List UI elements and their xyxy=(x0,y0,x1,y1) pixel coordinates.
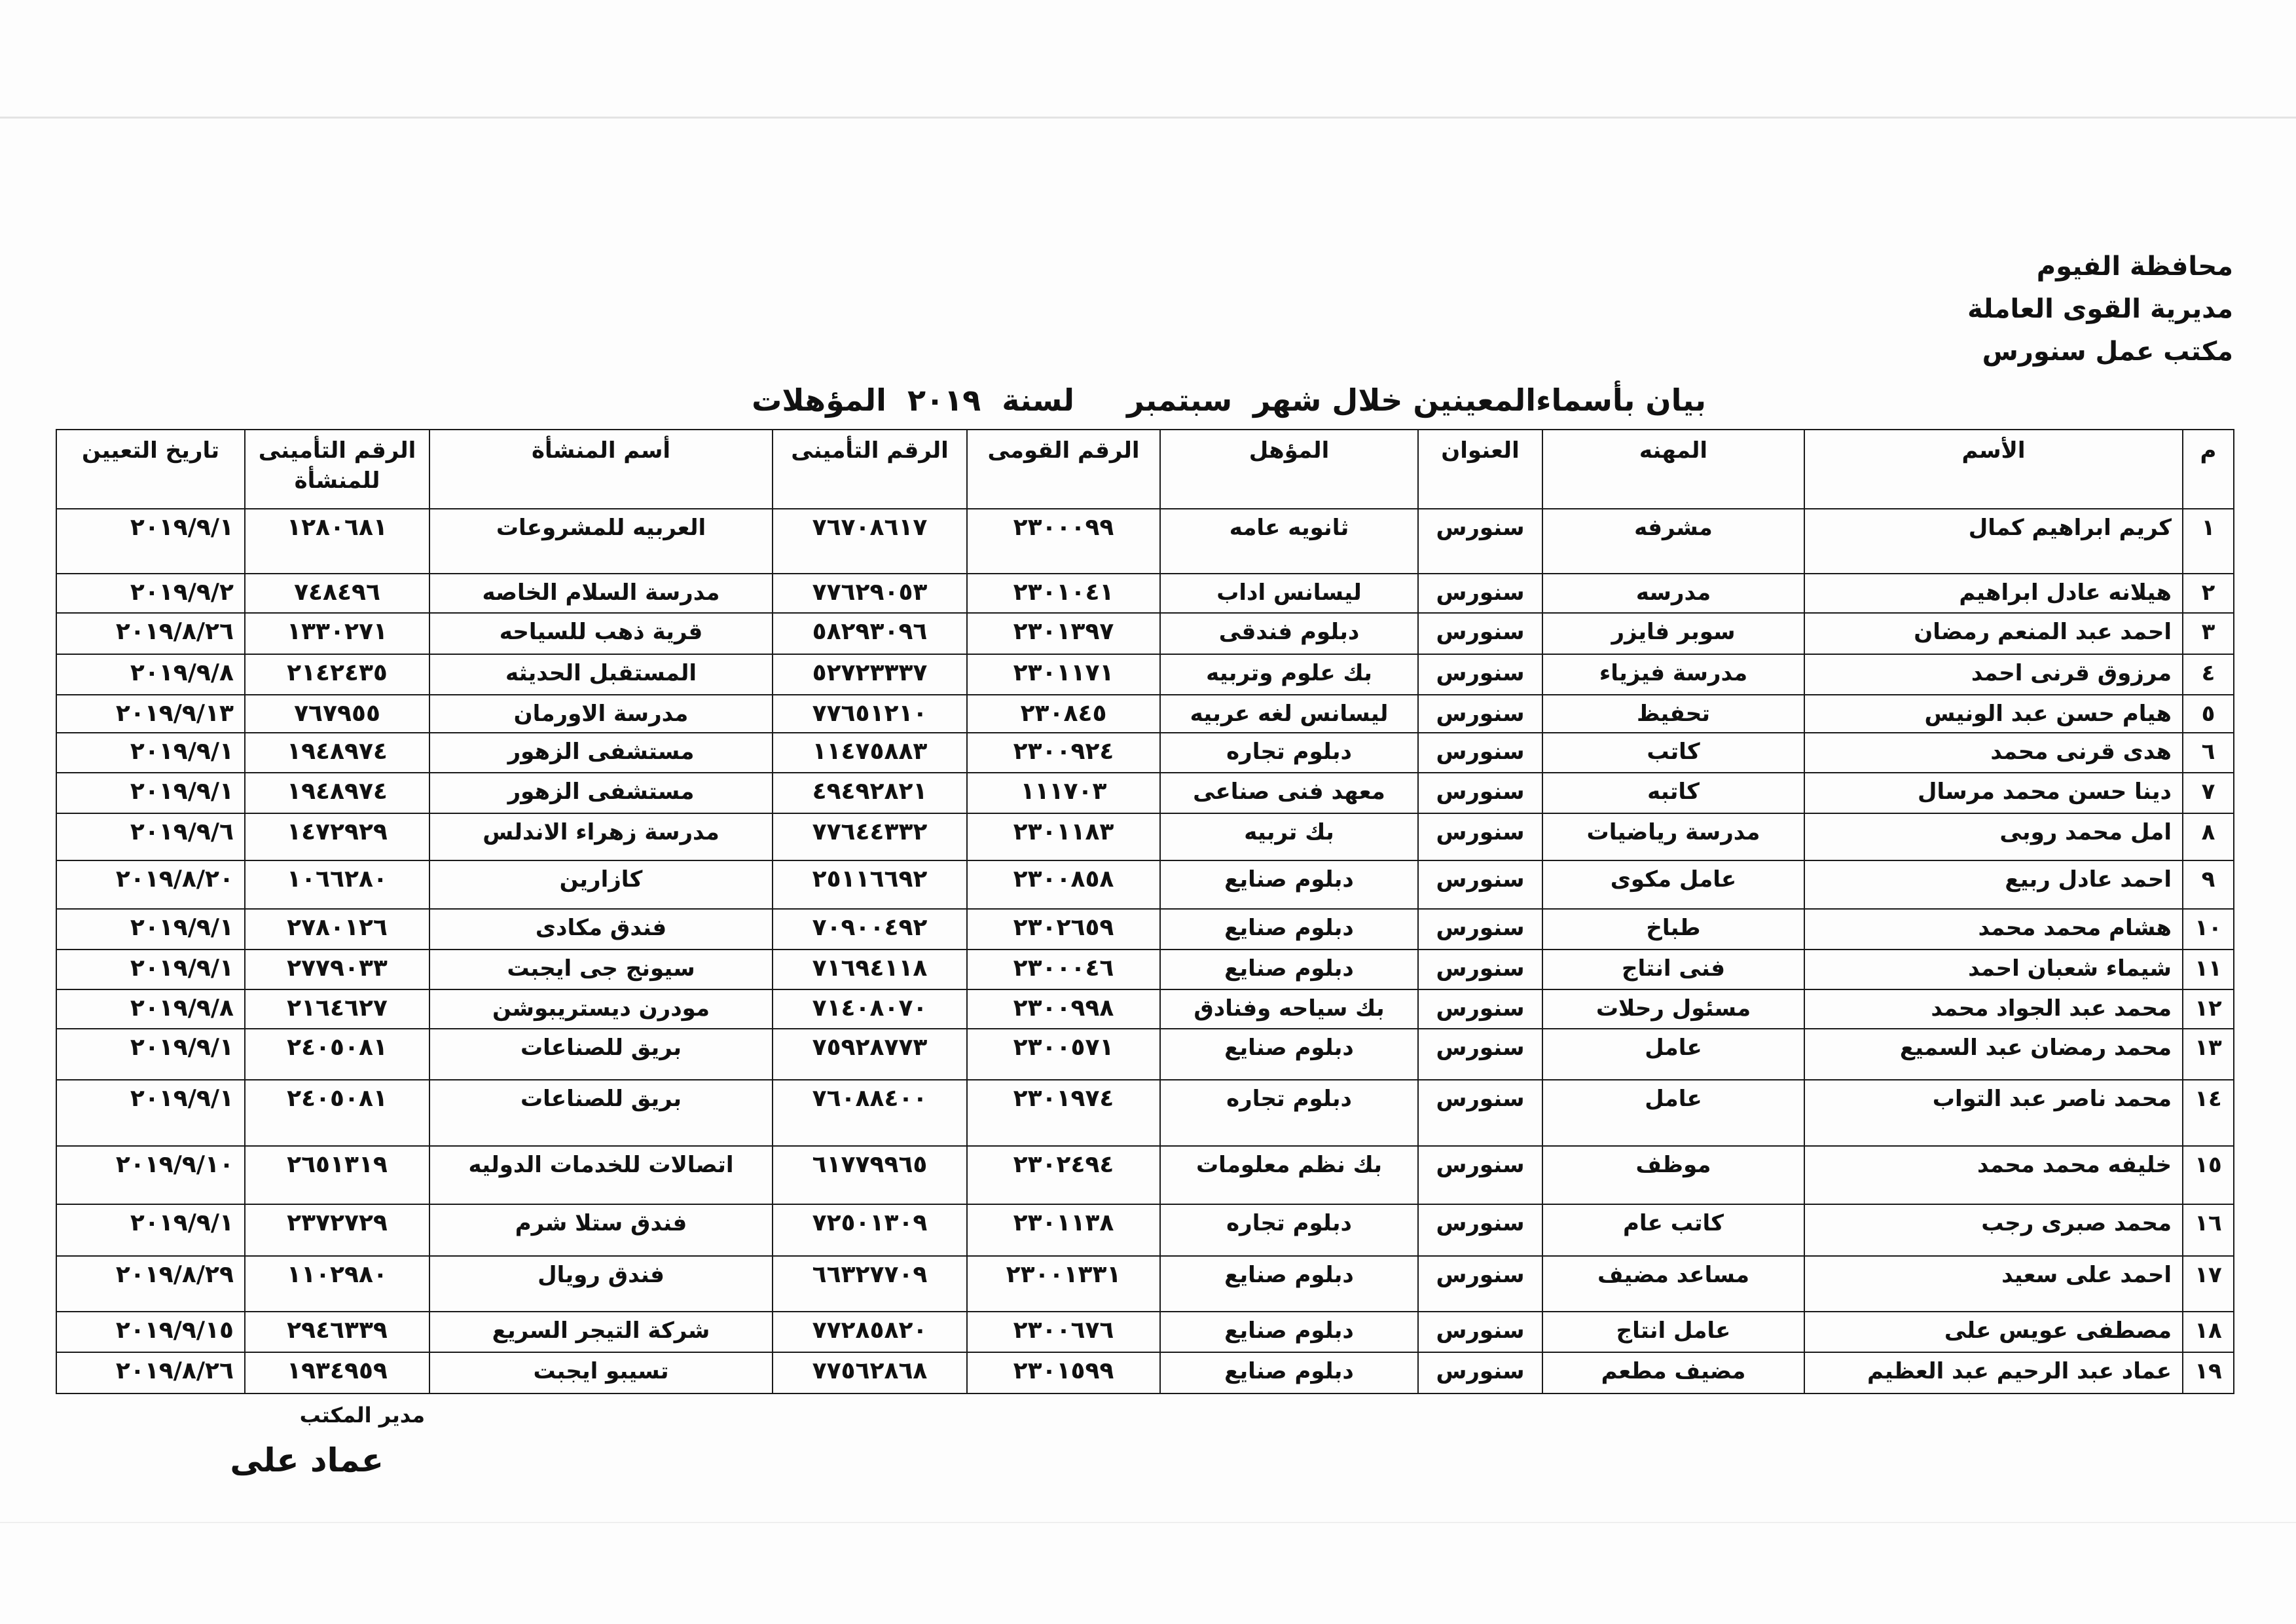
table-row xyxy=(56,574,2234,613)
cell-hire-date: ٢٠١٩/٨/٢٩ xyxy=(56,1256,245,1312)
cell-hire-date: ٢٠١٩/٩/١٠ xyxy=(56,1146,245,1204)
cell-address: سنورس xyxy=(1418,1080,1542,1146)
cell-address: سنورس xyxy=(1418,654,1542,695)
cell-job: كاتبه xyxy=(1542,773,1804,813)
cell-national-id: ٢٣٠٠٨٥٨ xyxy=(967,860,1160,909)
cell-establishment-insurance-no: ٢١٤٢٤٣٥ xyxy=(245,654,429,695)
cell-insurance-no: ٧٧٦٤٤٣٣٢ xyxy=(773,813,967,860)
cell-national-id: ٢٣٠٠٩٢٤ xyxy=(967,733,1160,773)
column-header-hire-date: تاريخ التعيين xyxy=(56,430,245,509)
cell-job: كاتب عام xyxy=(1542,1204,1804,1256)
cell-insurance-no: ٧٢٥٠١٣٠٩ xyxy=(773,1204,967,1256)
cell-establishment-insurance-no: ٢٧٧٩٠٣٣ xyxy=(245,950,429,989)
cell-insurance-no: ٦١٧٧٩٩٦٥ xyxy=(773,1146,967,1204)
cell-job: مشرفه xyxy=(1542,509,1804,574)
cell-insurance-no: ٧٦٧٠٨٦١٧ xyxy=(773,509,967,574)
cell-establishment: فندق ستلا شرم xyxy=(429,1204,773,1256)
cell-national-id: ٢٣٠١٣٩٧ xyxy=(967,613,1160,654)
cell-establishment: فندق رويال xyxy=(429,1256,773,1312)
cell-national-id: ٢٣٠١١٧١ xyxy=(967,654,1160,695)
cell-qualification: دبلوم صنايع xyxy=(1160,1312,1418,1352)
table-row xyxy=(56,989,2234,1029)
cell-national-id: ٢٣٠٠٥٧١ xyxy=(967,1029,1160,1080)
cell-national-id: ٢٣٠٠١٣٣١ xyxy=(967,1256,1160,1312)
table-row xyxy=(56,950,2234,989)
cell-establishment-insurance-no: ٢٤٠٥٠٨١ xyxy=(245,1080,429,1146)
cell-insurance-no: ٧٧٢٨٥٨٢٠ xyxy=(773,1312,967,1352)
table-row xyxy=(56,1146,2234,1204)
column-header-qualification: المؤهل xyxy=(1160,430,1418,509)
signatory-title: مدير المكتب xyxy=(299,1403,425,1428)
cell-name: محمد عبد الجواد محمد xyxy=(1804,989,2183,1029)
directorate-line: مديرية القوى العاملة xyxy=(1967,294,2233,324)
cell-name: هيلانه عادل ابراهيم xyxy=(1804,574,2183,613)
cell-establishment: مدرسة الاورمان xyxy=(429,695,773,733)
cell-name: هشام محمد محمد xyxy=(1804,909,2183,950)
cell-establishment-insurance-no: ٧٤٨٤٩٦ xyxy=(245,574,429,613)
cell-address: سنورس xyxy=(1418,574,1542,613)
cell-establishment-insurance-no: ٢٣٧٢٧٢٩ xyxy=(245,1204,429,1256)
cell-hire-date: ٢٠١٩/٩/١ xyxy=(56,773,245,813)
cell-no: ١٥ xyxy=(2183,1146,2234,1204)
table-row xyxy=(56,695,2234,733)
cell-establishment: المستقبل الحديثه xyxy=(429,654,773,695)
column-header-establishment-insurance-no: الرقم التأمينى للمنشأة xyxy=(245,430,429,509)
cell-qualification: بك علوم وتربيه xyxy=(1160,654,1418,695)
cell-establishment: العربيه للمشروعات xyxy=(429,509,773,574)
cell-job: طباخ xyxy=(1542,909,1804,950)
cell-address: سنورس xyxy=(1418,1352,1542,1393)
cell-job: عامل انتاج xyxy=(1542,1312,1804,1352)
cell-job: مساعد مضيف xyxy=(1542,1256,1804,1312)
column-header-national-id: الرقم القومى xyxy=(967,430,1160,509)
cell-national-id: ٢٣٠٨٤٥ xyxy=(967,695,1160,733)
cell-no: ١١ xyxy=(2183,950,2234,989)
cell-no: ١٣ xyxy=(2183,1029,2234,1080)
cell-national-id: ٢٣٠٢٤٩٤ xyxy=(967,1146,1160,1204)
cell-hire-date: ٢٠١٩/٩/١ xyxy=(56,733,245,773)
cell-qualification: دبلوم صنايع xyxy=(1160,1352,1418,1393)
table-row xyxy=(56,909,2234,950)
cell-address: سنورس xyxy=(1418,1146,1542,1204)
column-header-no: م xyxy=(2183,430,2234,509)
cell-address: سنورس xyxy=(1418,813,1542,860)
cell-address: سنورس xyxy=(1418,909,1542,950)
cell-name: دينا حسن محمد مرسال xyxy=(1804,773,2183,813)
header-row xyxy=(56,430,2234,509)
cell-job: سوبر فايزر xyxy=(1542,613,1804,654)
cell-insurance-no: ٧٦٠٨٨٤٠٠ xyxy=(773,1080,967,1146)
cell-no: ٧ xyxy=(2183,773,2234,813)
table-row xyxy=(56,1204,2234,1256)
cell-insurance-no: ٧٠٩٠٠٤٩٢ xyxy=(773,909,967,950)
cell-establishment: تسيبو ايجبت xyxy=(429,1352,773,1393)
cell-job: عامل مكوى xyxy=(1542,860,1804,909)
cell-name: محمد صبرى رجب xyxy=(1804,1204,2183,1256)
cell-job: مضيف مطعم xyxy=(1542,1352,1804,1393)
cell-address: سنورس xyxy=(1418,1312,1542,1352)
cell-qualification: دبلوم صنايع xyxy=(1160,860,1418,909)
column-header-insurance-no: الرقم التأمينى xyxy=(773,430,967,509)
cell-establishment: مدرسة السلام الخاصه xyxy=(429,574,773,613)
cell-establishment: قرية ذهب للسياحه xyxy=(429,613,773,654)
cell-qualification: دبلوم صنايع xyxy=(1160,1029,1418,1080)
cell-insurance-no: ٦٦٣٢٧٧٠٩ xyxy=(773,1256,967,1312)
cell-establishment: كازارين xyxy=(429,860,773,909)
cell-no: ١٨ xyxy=(2183,1312,2234,1352)
cell-qualification: بك تربيه xyxy=(1160,813,1418,860)
cell-establishment-insurance-no: ١٩٣٤٩٥٩ xyxy=(245,1352,429,1393)
cell-job: كاتب xyxy=(1542,733,1804,773)
cell-establishment-insurance-no: ١٠٦٦٢٨٠ xyxy=(245,860,429,909)
scan-edge-top xyxy=(0,117,2296,119)
cell-establishment-insurance-no: ١٤٧٢٩٢٩ xyxy=(245,813,429,860)
cell-hire-date: ٢٠١٩/٩/١ xyxy=(56,1080,245,1146)
cell-establishment-insurance-no: ١٢٨٠٦٨١ xyxy=(245,509,429,574)
column-header-job: المهنه xyxy=(1542,430,1804,509)
cell-insurance-no: ٢٥١١٦٦٩٢ xyxy=(773,860,967,909)
cell-job: مدرسه xyxy=(1542,574,1804,613)
cell-hire-date: ٢٠١٩/٩/١ xyxy=(56,1029,245,1080)
table-row xyxy=(56,860,2234,909)
governorate-line: محافظة الفيوم xyxy=(2036,251,2233,282)
cell-qualification: دبلوم تجاره xyxy=(1160,1204,1418,1256)
cell-national-id: ٢٣٠٠٠٤٦ xyxy=(967,950,1160,989)
cell-hire-date: ٢٠١٩/٩/١٥ xyxy=(56,1312,245,1352)
cell-establishment: سيونج جى ايجبت xyxy=(429,950,773,989)
cell-name: هدى قرنى محمد xyxy=(1804,733,2183,773)
cell-qualification: ليسانس لغه عربيه xyxy=(1160,695,1418,733)
column-header-establishment: أسم المنشأة xyxy=(429,430,773,509)
cell-job: مدرسة فيزياء xyxy=(1542,654,1804,695)
cell-establishment-insurance-no: ١١٠٢٩٨٠ xyxy=(245,1256,429,1312)
cell-establishment-insurance-no: ٢٩٤٦٣٣٩ xyxy=(245,1312,429,1352)
table-row xyxy=(56,1256,2234,1312)
cell-insurance-no: ١١٤٧٥٨٨٣ xyxy=(773,733,967,773)
table-body xyxy=(56,509,2234,1393)
cell-national-id: ٢٣٠٠٠٩٩ xyxy=(967,509,1160,574)
cell-address: سنورس xyxy=(1418,509,1542,574)
cell-national-id: ٢٣٠٠٩٩٨ xyxy=(967,989,1160,1029)
scan-edge-bottom xyxy=(0,1522,2296,1523)
cell-insurance-no: ٥٢٧٢٣٣٣٧ xyxy=(773,654,967,695)
cell-no: ٢ xyxy=(2183,574,2234,613)
cell-insurance-no: ٧٧٦٢٩٠٥٣ xyxy=(773,574,967,613)
cell-address: سنورس xyxy=(1418,773,1542,813)
cell-establishment-insurance-no: ٢٧٨٠١٢٦ xyxy=(245,909,429,950)
cell-address: سنورس xyxy=(1418,989,1542,1029)
cell-no: ٤ xyxy=(2183,654,2234,695)
cell-job: مسئول رحلات xyxy=(1542,989,1804,1029)
cell-establishment: بريق للصناعات xyxy=(429,1029,773,1080)
cell-no: ١٢ xyxy=(2183,989,2234,1029)
table-row xyxy=(56,1312,2234,1352)
cell-establishment-insurance-no: ٢١٦٤٦٢٧ xyxy=(245,989,429,1029)
cell-no: ٩ xyxy=(2183,860,2234,909)
cell-address: سنورس xyxy=(1418,860,1542,909)
cell-name: احمد عبد المنعم رمضان xyxy=(1804,613,2183,654)
cell-insurance-no: ٧٥٩٢٨٧٧٣ xyxy=(773,1029,967,1080)
signatory-name: عماد على xyxy=(230,1441,384,1479)
cell-establishment: مستشفى الزهور xyxy=(429,733,773,773)
cell-no: ٣ xyxy=(2183,613,2234,654)
cell-establishment: مودرن ديستريبوشن xyxy=(429,989,773,1029)
cell-national-id: ٢٣٠١٩٧٤ xyxy=(967,1080,1160,1146)
cell-insurance-no: ٥٨٢٩٣٠٩٦ xyxy=(773,613,967,654)
cell-name: خليفه محمد محمد xyxy=(1804,1146,2183,1204)
table-row xyxy=(56,733,2234,773)
table-row xyxy=(56,613,2234,654)
cell-address: سنورس xyxy=(1418,950,1542,989)
cell-establishment-insurance-no: ٢٤٠٥٠٨١ xyxy=(245,1029,429,1080)
cell-qualification: بك سياحه وفنادق xyxy=(1160,989,1418,1029)
table-header xyxy=(56,430,2234,509)
cell-establishment: مدرسة زهراء الاندلس xyxy=(429,813,773,860)
cell-qualification: بك نظم معلومات xyxy=(1160,1146,1418,1204)
cell-qualification: معهد فنى صناعى xyxy=(1160,773,1418,813)
table-row xyxy=(56,1352,2234,1393)
cell-qualification: دبلوم صنايع xyxy=(1160,950,1418,989)
cell-establishment: بريق للصناعات xyxy=(429,1080,773,1146)
cell-address: سنورس xyxy=(1418,733,1542,773)
cell-job: فنى انتاج xyxy=(1542,950,1804,989)
cell-hire-date: ٢٠١٩/٩/٦ xyxy=(56,813,245,860)
cell-national-id: ٢٣٠١٠٤١ xyxy=(967,574,1160,613)
table-row xyxy=(56,773,2234,813)
cell-establishment: شركة التيجر السريع xyxy=(429,1312,773,1352)
cell-hire-date: ٢٠١٩/٩/٨ xyxy=(56,654,245,695)
cell-no: ١٤ xyxy=(2183,1080,2234,1146)
cell-name: احمد على سعيد xyxy=(1804,1256,2183,1312)
cell-hire-date: ٢٠١٩/٩/١ xyxy=(56,950,245,989)
cell-hire-date: ٢٠١٩/٩/١ xyxy=(56,509,245,574)
cell-name: هيام حسن عبد الونيس xyxy=(1804,695,2183,733)
cell-job: موظف xyxy=(1542,1146,1804,1204)
cell-hire-date: ٢٠١٩/٩/١٣ xyxy=(56,695,245,733)
cell-job: عامل xyxy=(1542,1080,1804,1146)
cell-job: مدرسة رياضيات xyxy=(1542,813,1804,860)
cell-qualification: دبلوم صنايع xyxy=(1160,1256,1418,1312)
cell-no: ١٧ xyxy=(2183,1256,2234,1312)
cell-national-id: ٢٣٠١١٣٨ xyxy=(967,1204,1160,1256)
cell-name: كريم ابراهيم كمال xyxy=(1804,509,2183,574)
document-title: بيان بأسماءالمعينين خلال شهر سبتمبر لسنة ٢٠١٩ المؤهلات xyxy=(752,382,1706,418)
cell-address: سنورس xyxy=(1418,613,1542,654)
employees-table xyxy=(56,429,2234,1394)
cell-national-id: ٢٣٠١٥٩٩ xyxy=(967,1352,1160,1393)
cell-establishment-insurance-no: ١٣٣٠٢٧١ xyxy=(245,613,429,654)
cell-hire-date: ٢٠١٩/٨/٢٦ xyxy=(56,1352,245,1393)
cell-insurance-no: ٧٧٦٥١٢١٠ xyxy=(773,695,967,733)
cell-no: ١٩ xyxy=(2183,1352,2234,1393)
cell-no: ١٠ xyxy=(2183,909,2234,950)
cell-qualification: دبلوم فندقى xyxy=(1160,613,1418,654)
cell-qualification: دبلوم صنايع xyxy=(1160,909,1418,950)
cell-name: شيماء شعبان احمد xyxy=(1804,950,2183,989)
cell-no: ١٦ xyxy=(2183,1204,2234,1256)
cell-name: مرزوق قرنى احمد xyxy=(1804,654,2183,695)
cell-national-id: ٢٣٠١١٨٣ xyxy=(967,813,1160,860)
cell-job: عامل xyxy=(1542,1029,1804,1080)
cell-hire-date: ٢٠١٩/٩/١ xyxy=(56,909,245,950)
cell-name: مصطفى عويس على xyxy=(1804,1312,2183,1352)
cell-name: محمد رمضان عبد السميع xyxy=(1804,1029,2183,1080)
cell-insurance-no: ٧١٤٠٨٠٧٠ xyxy=(773,989,967,1029)
cell-establishment-insurance-no: ٢٦٥١٣١٩ xyxy=(245,1146,429,1204)
cell-qualification: ليسانس اداب xyxy=(1160,574,1418,613)
cell-establishment-insurance-no: ٧٦٧٩٥٥ xyxy=(245,695,429,733)
cell-national-id: ١١١٧٠٣ xyxy=(967,773,1160,813)
cell-name: محمد ناصر عبد التواب xyxy=(1804,1080,2183,1146)
table-row xyxy=(56,1029,2234,1080)
cell-hire-date: ٢٠١٩/٨/٢٠ xyxy=(56,860,245,909)
cell-job: تحفيظ xyxy=(1542,695,1804,733)
cell-name: عماد عبد الرحيم عبد العظيم xyxy=(1804,1352,2183,1393)
table-row xyxy=(56,509,2234,574)
column-header-address: العنوان xyxy=(1418,430,1542,509)
table-row xyxy=(56,654,2234,695)
cell-no: ٨ xyxy=(2183,813,2234,860)
cell-hire-date: ٢٠١٩/٩/١ xyxy=(56,1204,245,1256)
cell-establishment: اتصالات للخدمات الدوليه xyxy=(429,1146,773,1204)
cell-qualification: دبلوم تجاره xyxy=(1160,733,1418,773)
cell-no: ٦ xyxy=(2183,733,2234,773)
cell-establishment: مستشفى الزهور xyxy=(429,773,773,813)
column-header-name: الأسم xyxy=(1804,430,2183,509)
cell-address: سنورس xyxy=(1418,695,1542,733)
cell-national-id: ٢٣٠٢٦٥٩ xyxy=(967,909,1160,950)
cell-address: سنورس xyxy=(1418,1256,1542,1312)
cell-address: سنورس xyxy=(1418,1204,1542,1256)
cell-insurance-no: ٧٧٥٦٢٨٦٨ xyxy=(773,1352,967,1393)
cell-insurance-no: ٤٩٤٩٢٨٢١ xyxy=(773,773,967,813)
cell-hire-date: ٢٠١٩/٨/٢٦ xyxy=(56,613,245,654)
cell-establishment: فندق مكادى xyxy=(429,909,773,950)
cell-name: احمد عادل ربيع xyxy=(1804,860,2183,909)
table-row xyxy=(56,813,2234,860)
cell-establishment-insurance-no: ١٩٤٨٩٧٤ xyxy=(245,773,429,813)
cell-address: سنورس xyxy=(1418,1029,1542,1080)
cell-qualification: دبلوم تجاره xyxy=(1160,1080,1418,1146)
cell-name: امل محمد روبى xyxy=(1804,813,2183,860)
cell-national-id: ٢٣٠٠٦٧٦ xyxy=(967,1312,1160,1352)
cell-qualification: ثانويه عامه xyxy=(1160,509,1418,574)
cell-hire-date: ٢٠١٩/٩/٢ xyxy=(56,574,245,613)
cell-no: ١ xyxy=(2183,509,2234,574)
office-line: مكتب عمل سنورس xyxy=(1982,337,2233,367)
cell-hire-date: ٢٠١٩/٩/٨ xyxy=(56,989,245,1029)
table-row xyxy=(56,1080,2234,1146)
cell-no: ٥ xyxy=(2183,695,2234,733)
cell-insurance-no: ٧١٦٩٤١١٨ xyxy=(773,950,967,989)
organization-header xyxy=(1967,246,2233,373)
cell-establishment-insurance-no: ١٩٤٨٩٧٤ xyxy=(245,733,429,773)
